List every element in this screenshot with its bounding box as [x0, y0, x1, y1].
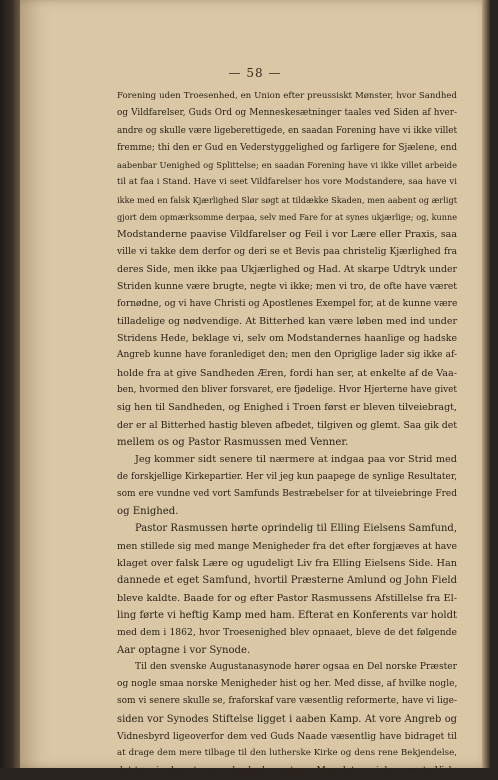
paragraph: [117, 520, 457, 658]
text-line: og nogle smaa norske Menigheder hist og her. Med disse, af hvilke nogle,: [117, 679, 458, 690]
text-line: som ere vundne ved vort Samfunds Bestræbelser for at tilveiebringe Fred: [117, 488, 457, 499]
text-line: Jeg kommer sidt senere til nærmere at indgaa paa vor Strid med: [135, 454, 457, 466]
book-spine: [0, 0, 20, 768]
text-line: Forening uden Troesenhed, en Union efter preussiskt Mønster, hvor Sandhed: [117, 91, 457, 101]
text-line: dannede et eget Samfund, hvortil Præsterne Amlund og John Field: [117, 575, 457, 587]
page-number: — 58 —: [228, 66, 282, 80]
text-line: de forskjellige Kirkepartier. Her vil jeg kun paapege de synlige Resultater,: [117, 471, 457, 482]
text-line: mellem os og Pastor Rasmussen med Venner.: [117, 436, 349, 448]
text-line: at drage dem mere tilbage til den lutherske Kirke og dens rene Bekjendelse,: [117, 748, 457, 759]
page-edge: [482, 0, 490, 768]
text-line: Vidnesbyrd ligeoverfor dem ved Guds Naade væsentlig have bidraget til: [117, 730, 457, 742]
text-line: bleve kaldte. Baade for og efter Pastor Rasmussens Afstillelse fra El-: [117, 592, 457, 604]
text-line: andre og skulle være ligeberettigede, en saadan Forening have vi ikke villet: [117, 125, 457, 136]
text-line: tilladelige og nødvendige. At Bitterhed kan være løben med ind under: [117, 315, 457, 327]
paragraph: [117, 451, 457, 520]
text-line: klaget over falsk Lære og ugudeligt Liv fra Elling Eielsens Side. Han: [117, 558, 457, 570]
text-line: Angreb kunne have foranlediget den; men den Opriglige lader sig ikke af-: [117, 350, 457, 361]
text-line: men stillede sig med mange Menigheder fra det efter forgjæves at have: [117, 540, 457, 552]
text-line: holde fra at give Sandheden Æren, fordi han ser, at enkelte af de Vaa-: [117, 367, 457, 379]
text-line: Striden kunne være brugte, negte vi ikke; men vi tro, de ofte have været: [117, 281, 457, 293]
text-line: siden vor Synodes Stiftelse ligget i aaben Kamp. At vore Angreb og: [117, 713, 457, 725]
text-line: Pastor Rasmussen hørte oprindelig til Elling Eielsens Samfund,: [135, 523, 457, 535]
text-line: ikke med en falsk Kjærlighed Slør søgt at tildække Skaden, men aabent og ærligt: [117, 194, 457, 205]
text-line: ling førte vi heftig Kamp med ham. Efterat en Konferents var holdt: [117, 609, 457, 621]
paragraph: [117, 88, 457, 451]
text-line: fremme; thi den er Gud en Vederstyggelighed og farligere for Sjælene, end: [117, 142, 457, 153]
text-line: ben, hvormed den bliver forsvaret, ere fjødelige. Hvor Hjerterne have givet: [117, 385, 457, 396]
text-line: fornødne, og vi have Christi og Apostlenes Exempel for, at de kunne være: [117, 298, 458, 309]
text-line: Aar optagne i vor Synode.: [117, 644, 251, 656]
body-text: [117, 88, 457, 780]
text-line: der er al Bitterhed hastig bleven afbedet, tilgiven og glemt. Saa gik det: [117, 419, 458, 431]
text-line: med dem i 1862, hvor Troesenighed blev opnaaet, bleve de det følgende: [117, 627, 457, 639]
text-line: Stridens Hede, beklage vi, selv om Modstandernes haanlige og hadske: [117, 333, 457, 345]
text-line: det tør vi uden at være ubeskedne antage. Men det er ej den eneste Virk-: [117, 765, 457, 776]
paragraph: [117, 659, 457, 780]
text-line: gjort dem opmærksomme derpaa, selv med Fare for at synes ukjærlige; og, kunne: [117, 212, 457, 223]
text-line: og Enighed.: [117, 506, 179, 518]
text-line: aabenbar Uenighed og Splittelse; en saadan Forening have vi ikke villet arbeide: [117, 160, 457, 171]
text-line: ville vi takke dem derfor og deri se et Bevis paa christelig Kjærlighed fra: [117, 246, 457, 257]
text-line: sig hen til Sandheden, og Enighed i Troen først er bleven tilveiebragt,: [117, 402, 457, 414]
text-line: som vi senere skulle se, fraforskaf vare væsentlig reformerte, have vi lige-: [117, 696, 457, 707]
text-line: og Vildfarelser, Guds Ord og Menneskesætninger taales ved Siden af hver-: [117, 108, 457, 119]
text-line: Modstanderne paavise Vildfarelser og Feil i vor Lære eller Praxis, saa: [117, 229, 457, 241]
text-line: til at faa i Stand. Have vi seet Vildfarelser hos vore Modstandere, saa have vi: [117, 177, 457, 188]
text-line: Til den svenske Augustanasynode hører ogsaa en Del norske Præster: [135, 661, 457, 672]
text-line: deres Side, men ikke paa Ukjærlighed og Had. At skarpe Udtryk under: [117, 263, 457, 275]
